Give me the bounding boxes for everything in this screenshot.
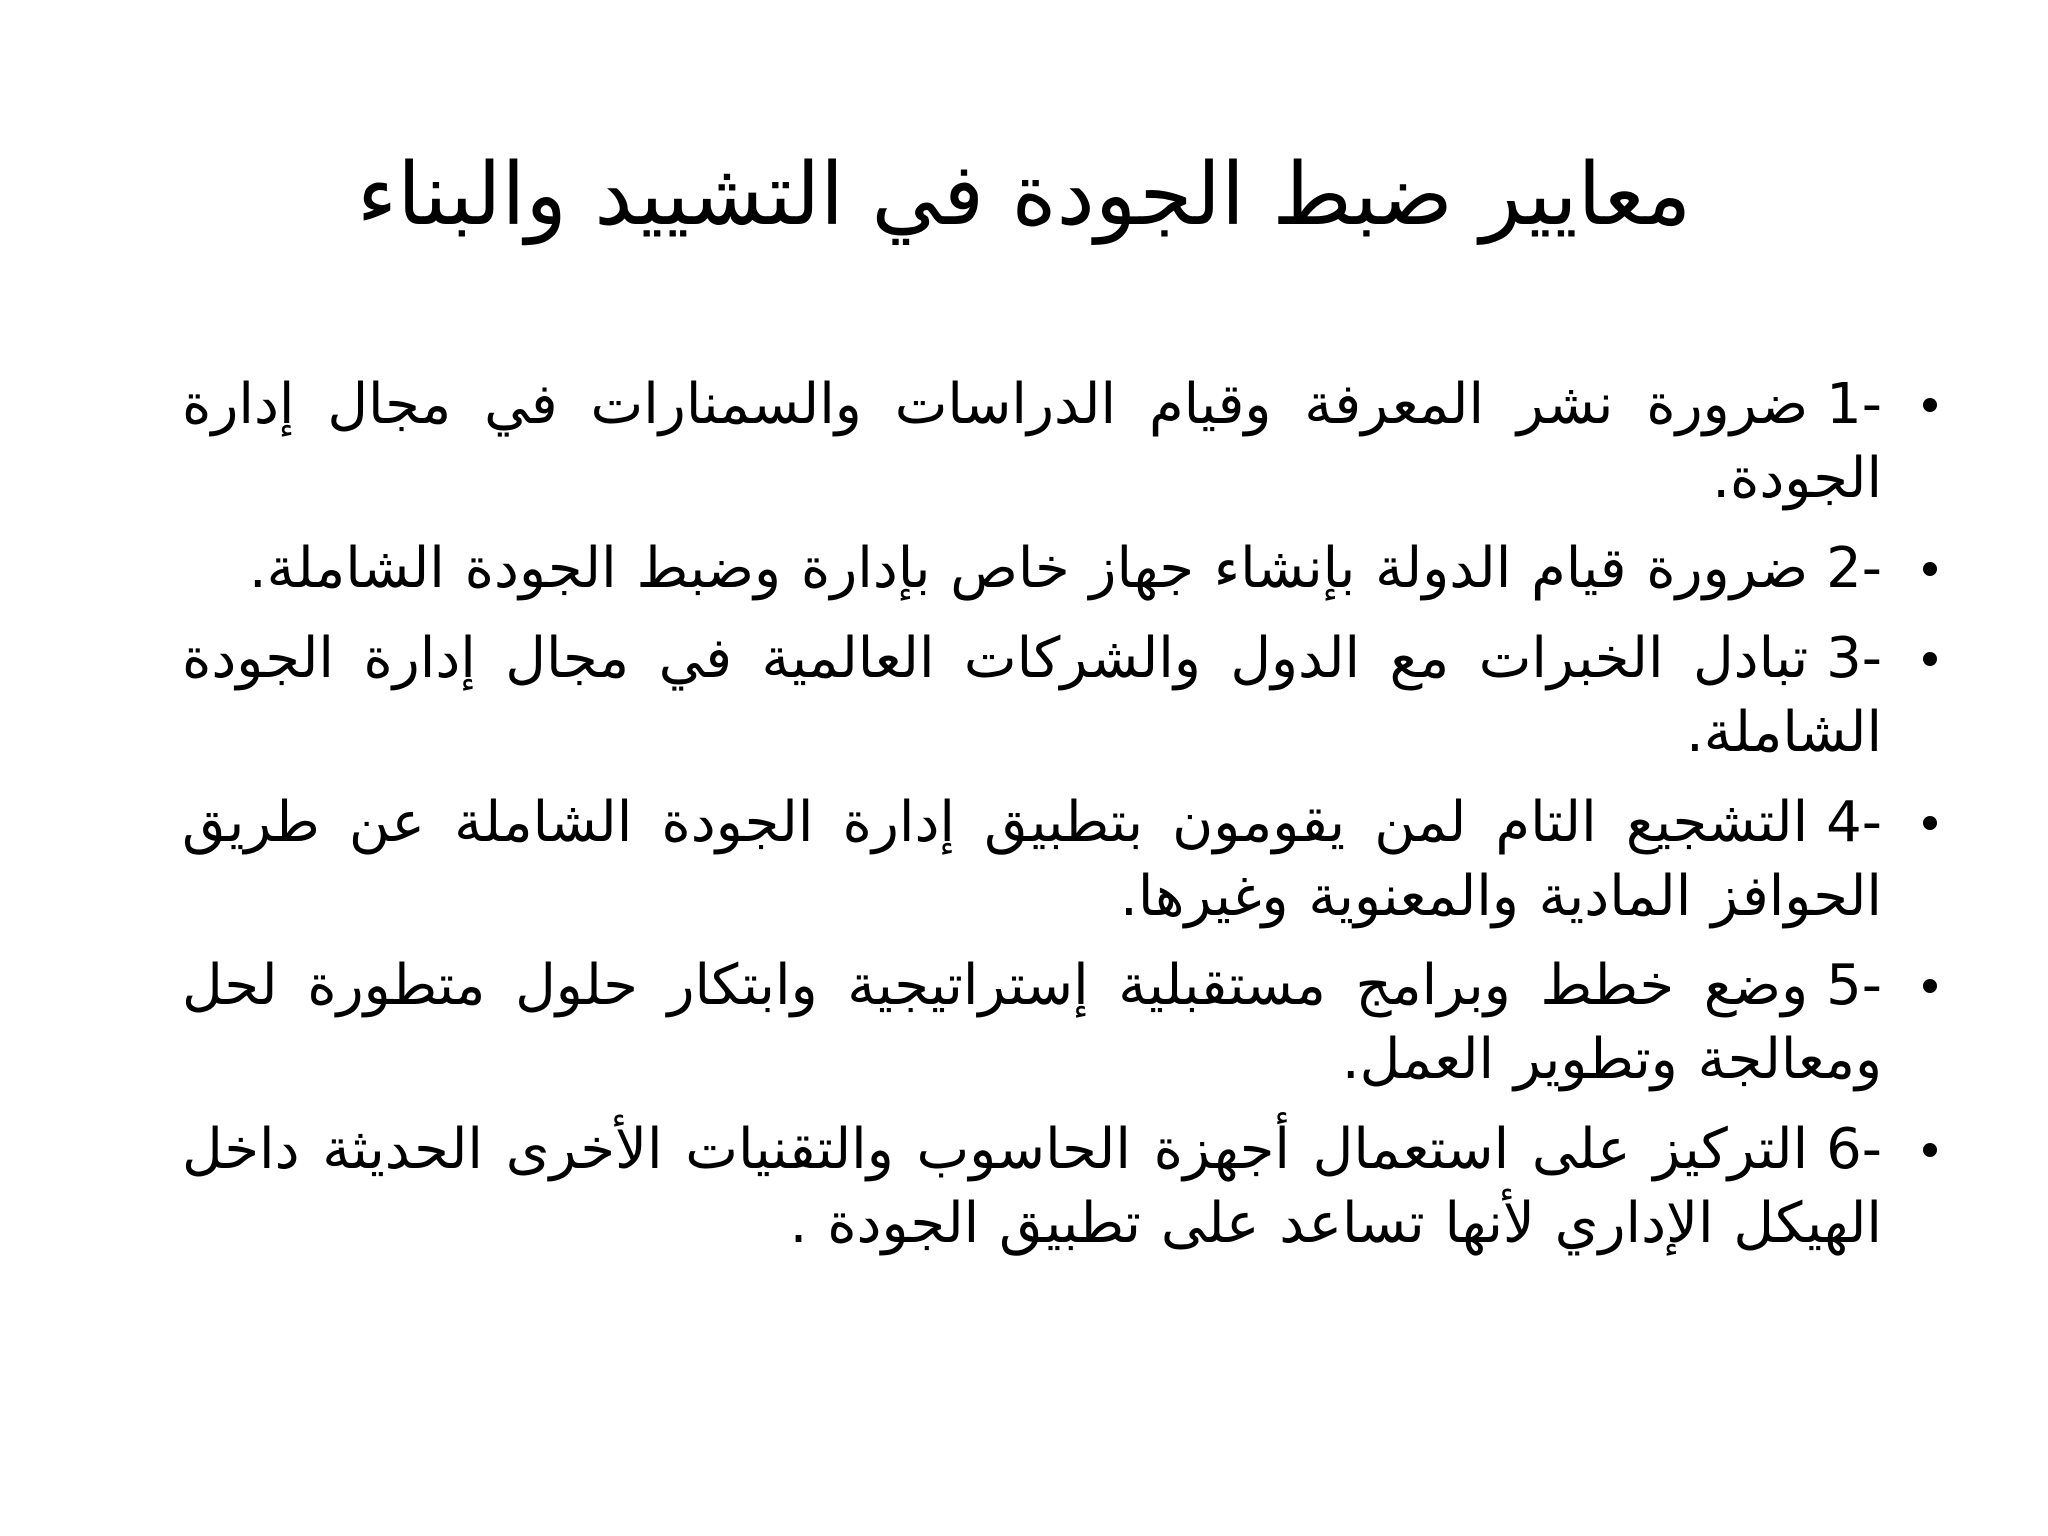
bullet-dot-icon [1900,949,1960,1023]
bullet-body: التشجيع التام لمن يقومون بتطبيق إدارة الجودة الشاملة عن طريق الحوافز المادية والمعنوية وغيرها. [182,789,1882,929]
slide-title: معايير ضبط الجودة في التشييد والبناء [356,144,1692,245]
bullet-text [182,786,1882,934]
bullet-text [182,368,1882,516]
bullet-body: ضرورة نشر المعرفة وقيام الدراسات والسمنارات في مجال إدارة الجودة. [182,372,1882,511]
bullet-body: وضع خطط وبرامج مستقبلية إستراتيجية وابتكار حلول متطورة لحل ومعالجة وتطوير العمل. [182,953,1882,1093]
bullet-number: 4- [1826,789,1882,855]
bullet-number: 6- [1826,1117,1882,1183]
bullet-number: 1- [1826,372,1882,437]
bullet-number: 5- [1826,953,1882,1019]
bullet-body: تبادل الخبرات مع الدول والشركات العالمية في مجال إدارة الجودة الشاملة. [182,625,1882,765]
bullet-number: 3- [1826,625,1882,691]
bullet-body: ضرورة قيام الدولة بإنشاء جهاز خاص بإدارة وضبط الجودة الشاملة. [248,535,1809,601]
bullet-text [182,622,1882,770]
bullet-item-1 [160,368,1960,516]
bullet-dot-icon [1900,532,1960,606]
bullet-item-2 [160,532,1960,606]
bullet-dot-icon [1900,1113,1960,1187]
bullet-body: التركيز على استعمال أجهزة الحاسوب والتقنيات الأخرى الحديثة داخل الهيكل الإداري لأنها تساعد على تطبيق الجودة . [182,1117,1882,1257]
bullet-item-5 [160,949,1960,1097]
bullet-item-3 [160,622,1960,770]
bullet-dot-icon [1900,368,1960,442]
bullet-item-6 [160,1113,1960,1261]
bullet-dot-icon [1900,786,1960,860]
bullet-dot-icon [1900,622,1960,696]
bullet-number: 2- [1826,535,1882,601]
bullet-text [182,532,1882,606]
bullet-text [182,1113,1882,1261]
bullet-list [160,368,1960,1277]
bullet-text [182,949,1882,1097]
bullet-item-4 [160,786,1960,934]
